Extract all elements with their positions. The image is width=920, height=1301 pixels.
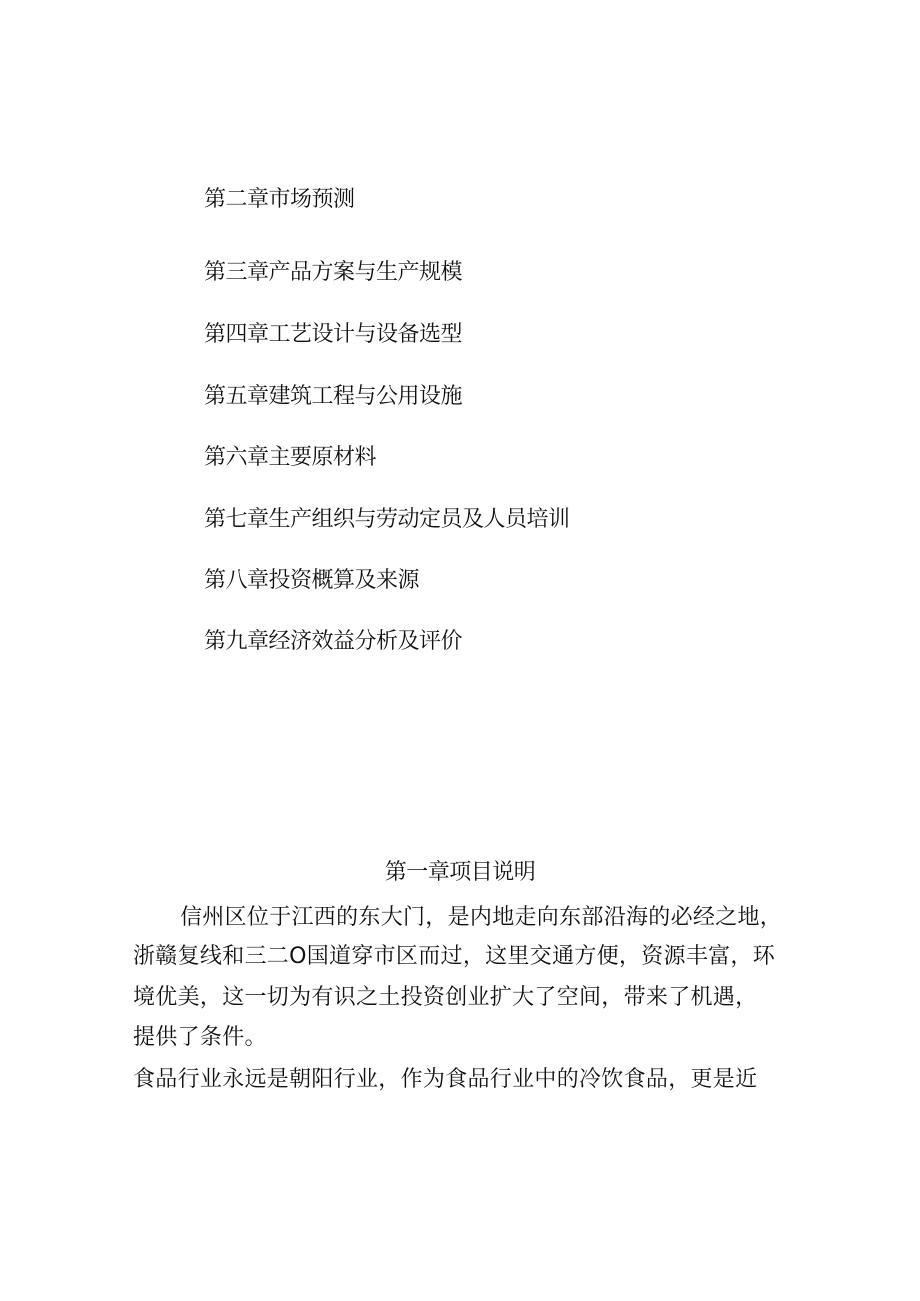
toc-item-chapter-9: 第九章经济效益分析及评价 bbox=[204, 629, 463, 654]
toc-item-chapter-8: 第八章投资概算及来源 bbox=[204, 568, 420, 593]
paragraph-line: 信州区位于江西的东大门，是内地走向东部沿海的必经之地， bbox=[180, 905, 783, 930]
toc-item-chapter-7: 第七章生产组织与劳动定员及人员培训 bbox=[204, 507, 570, 532]
toc-item-chapter-5: 第五章建筑工程与公用设施 bbox=[204, 384, 463, 409]
toc-item-chapter-4: 第四章工艺设计与设备选型 bbox=[204, 322, 463, 347]
chapter-title: 第一章项目说明 bbox=[384, 860, 536, 885]
paragraph-line: 浙赣复线和三二O国道穿市区而过，这里交通方便，资源丰富，环 bbox=[133, 944, 776, 969]
paragraph-line: 提供了条件。 bbox=[133, 1025, 267, 1050]
toc-item-chapter-6: 第六章主要原材料 bbox=[204, 445, 377, 470]
toc-item-chapter-2: 第二章市场预测 bbox=[204, 187, 355, 212]
paragraph-line: 食品行业永远是朝阳行业，作为食品行业中的冷饮食品，更是近 bbox=[133, 1067, 758, 1092]
paragraph-line: 境优美，这一切为有识之土投资创业扩大了空间，带来了机遇， bbox=[133, 985, 758, 1010]
toc-item-chapter-3: 第三章产品方案与生产规模 bbox=[204, 260, 463, 285]
